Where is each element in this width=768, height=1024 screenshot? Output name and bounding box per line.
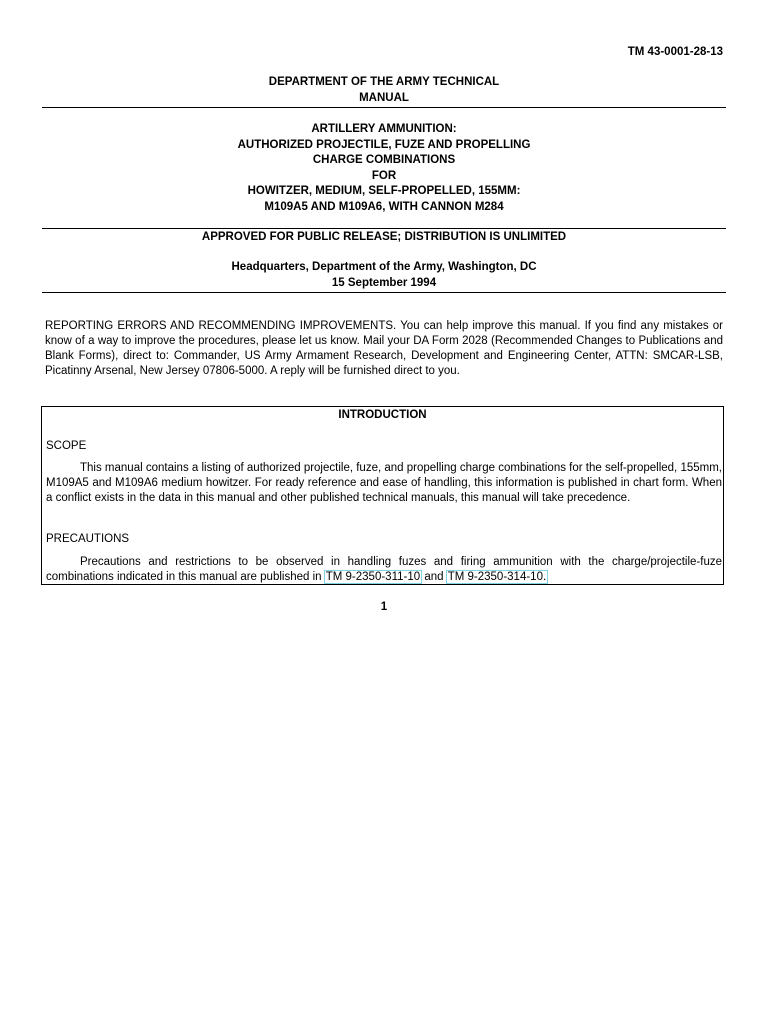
divider-rule <box>42 292 726 293</box>
introduction-box <box>41 406 724 585</box>
main-title <box>42 75 726 106</box>
subject-line-4: FOR <box>371 169 397 182</box>
page-number: 1 <box>380 601 388 613</box>
subject-title <box>42 122 726 215</box>
subject-line-1: ARTILLERY AMMUNITION: <box>311 123 457 135</box>
headquarters-block <box>42 260 726 291</box>
scope-heading: SCOPE <box>46 440 87 452</box>
document-number: TM 43-0001-28-13 <box>627 46 723 58</box>
release-statement: APPROVED FOR PUBLIC RELEASE; DISTRIBUTION IS UNLIMITED <box>201 231 567 243</box>
introduction-heading: INTRODUCTION <box>338 409 427 421</box>
scope-text: This manual contains a listing of authorized projectile, fuze, and propelling charge combinations for the self-propelled, 155mm, M109A5 and M109A6 medium howitzer. For ready reference and ease of handling, this information is published in chart form. When a conflict exists in the data in this manual and other published technical manuals, this manual will take precedence. <box>46 462 722 504</box>
precautions-text: Precautions and restrictions to be observed in handling fuzes and firing ammunition with the charge/projectile-fuze combinations indicated in this manual are published in <box>46 556 722 583</box>
subject-line-2: AUTHORIZED PROJECTILE, FUZE AND PROPELLING <box>237 138 531 151</box>
subject-line-5: HOWITZER, MEDIUM, SELF-PROPELLED, 155MM: <box>247 185 521 197</box>
precautions-paragraph <box>46 555 722 585</box>
publication-date: 15 September 1994 <box>331 276 437 289</box>
precautions-heading: PRECAUTIONS <box>46 533 130 545</box>
subject-line-6: M109A5 AND M109A6, WITH CANNON M284 <box>264 200 504 213</box>
scope-paragraph <box>46 461 722 506</box>
link-tm-9-2350-314-10[interactable]: TM 9-2350-314-10. <box>447 571 547 583</box>
reporting-paragraph: REPORTING ERRORS AND RECOMMENDING IMPROVEMENTS. You can help improve this manual. If you find any mistakes or know of a way to improve the procedures, please let us know. Mail your DA Form 2028 (Recommended Changes to Publications and Blank Forms), direct to: Commander, US Army Armament Research, Development and Engineering Center, ATTN: SMCAR-LSB, Picatinny Arsenal, New Jersey 07806-5000. A reply will be furnished direct to you. <box>45 320 723 377</box>
divider-rule <box>42 228 726 229</box>
precautions-conjunction: and <box>421 571 447 583</box>
divider-rule <box>42 107 726 108</box>
headquarters-line: Headquarters, Department of the Army, Washington, DC <box>231 261 537 273</box>
main-title-line-1: DEPARTMENT OF THE ARMY TECHNICAL <box>268 76 500 88</box>
subject-line-3: CHARGE COMBINATIONS <box>312 154 456 166</box>
link-tm-9-2350-311-10[interactable]: TM 9-2350-311-10 <box>325 571 421 583</box>
main-title-line-2: MANUAL <box>359 91 409 104</box>
